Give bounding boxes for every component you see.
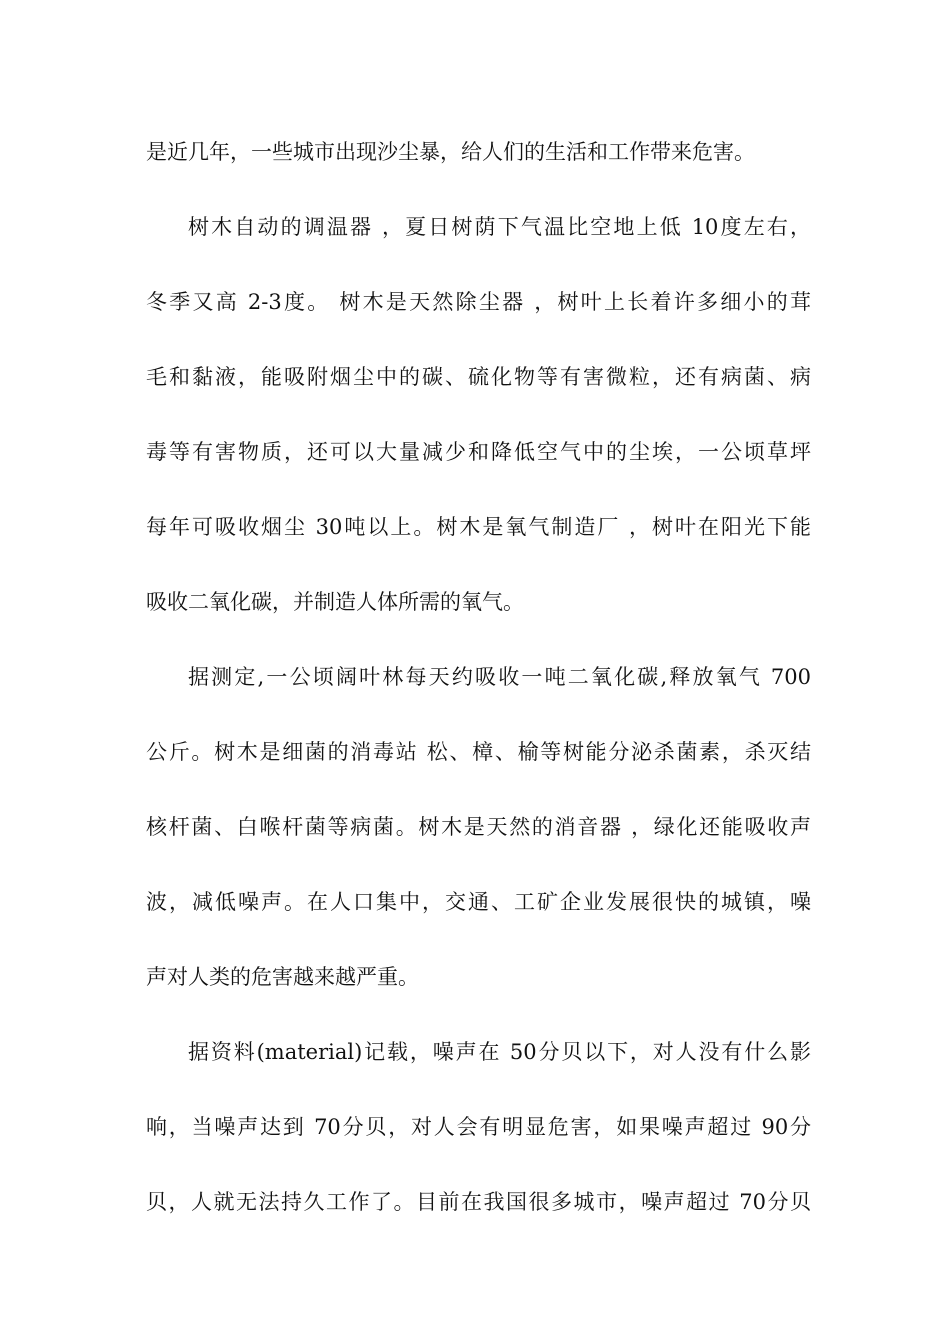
text-line: 响，当噪声达到 70分贝，对人会有明显危害，如果噪声超过 90分 [146,1115,811,1139]
text-line: 贝，人就无法持久工作了。目前在我国很多城市，噪声超过 70分贝 [146,1190,811,1214]
text-line: 据资料(material)记载，噪声在 50分贝以下，对人没有什么影 [188,1040,811,1064]
text-line: 波，减低噪声。在人口集中，交通、工矿企业发展很快的城镇，噪 [146,890,811,914]
text-line: 树木自动的调温器 ，夏日树荫下气温比空地上低 10度左右， [188,215,811,239]
text-line: 核杆菌、白喉杆菌等病菌。树木是天然的消音器 ，绿化还能吸收声 [146,815,811,839]
text-line: 毛和黏液，能吸附烟尘中的碳、硫化物等有害微粒，还有病菌、病 [146,365,811,389]
text-line: 每年可吸收烟尘 30吨以上。树木是氧气制造厂 ，树叶在阳光下能 [146,515,811,539]
text-line: 据测定,一公顷阔叶林每天约吸收一吨二氧化碳,释放氧气 700 [188,665,811,689]
text-line: 公斤。树木是细菌的消毒站 松、樟、榆等树能分泌杀菌素，杀灭结 [146,740,811,764]
text-line: 冬季又高 2-3度。 树木是天然除尘器 ，树叶上长着许多细小的茸 [146,290,811,314]
text-line: 声对人类的危害越来越严重。 [146,965,419,989]
text-line: 毒等有害物质，还可以大量减少和降低空气中的尘埃，一公顷草坪 [146,440,811,464]
text-line: 吸收二氧化碳，并制造人体所需的氧气。 [146,590,524,614]
text-line: 是近几年，一些城市出现沙尘暴，给人们的生活和工作带来危害。 [146,140,755,164]
